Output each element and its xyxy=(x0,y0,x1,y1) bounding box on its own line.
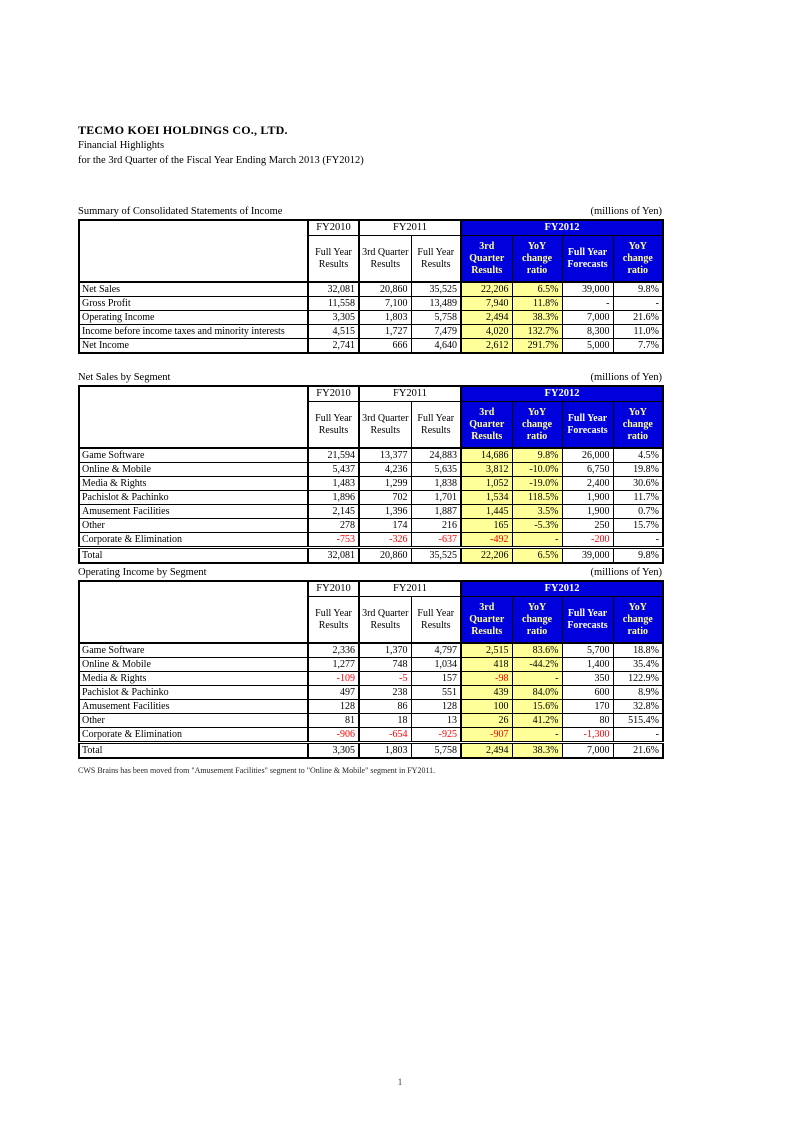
value-cell: 216 xyxy=(411,519,461,533)
row-label: Media & Rights xyxy=(79,672,308,686)
income-statement-section xyxy=(78,206,664,354)
corner-cell xyxy=(79,581,308,643)
value-cell: 35,525 xyxy=(411,282,461,297)
value-cell: 18.8% xyxy=(613,643,663,658)
column-header: Full Year Results xyxy=(411,402,461,449)
value-cell: 3,812 xyxy=(461,463,512,477)
table-row xyxy=(79,519,663,533)
table-row xyxy=(79,325,663,339)
column-header: 3rd Quarter Results xyxy=(359,597,411,644)
value-cell: 2,612 xyxy=(461,339,512,354)
value-cell: 278 xyxy=(308,519,359,533)
value-cell: 170 xyxy=(562,700,613,714)
table-row xyxy=(79,643,663,658)
value-cell: 7,479 xyxy=(411,325,461,339)
column-header: Full Year Results xyxy=(411,597,461,644)
value-cell: 1,701 xyxy=(411,491,461,505)
value-cell: 350 xyxy=(562,672,613,686)
value-cell: 1,900 xyxy=(562,505,613,519)
year-group-header: FY2010 xyxy=(308,220,359,236)
column-header: Full Year Results xyxy=(308,402,359,449)
value-cell: - xyxy=(613,297,663,311)
value-cell: 5,758 xyxy=(411,743,461,759)
value-cell: 8,300 xyxy=(562,325,613,339)
year-group-header: FY2012 xyxy=(461,581,663,597)
value-cell: - xyxy=(562,297,613,311)
column-header: Full Year Results xyxy=(308,597,359,644)
value-cell: 11,558 xyxy=(308,297,359,311)
row-label: Other xyxy=(79,714,308,728)
value-cell: 32,081 xyxy=(308,548,359,564)
page-number: 1 xyxy=(397,1078,403,1088)
value-cell: 8.9% xyxy=(613,686,663,700)
value-cell: 2,515 xyxy=(461,643,512,658)
value-cell: 38.3% xyxy=(512,311,562,325)
value-cell: 15.6% xyxy=(512,700,562,714)
value-cell: 551 xyxy=(411,686,461,700)
value-cell: 7.7% xyxy=(613,339,663,354)
value-cell: 83.6% xyxy=(512,643,562,658)
row-label: Total xyxy=(79,743,308,759)
row-label: Other xyxy=(79,519,308,533)
value-cell: -5 xyxy=(359,672,411,686)
value-cell: 22,206 xyxy=(461,282,512,297)
units-label: (millions of Yen) xyxy=(590,372,662,383)
income-statement-table xyxy=(78,219,664,354)
year-group-header: FY2011 xyxy=(359,386,461,402)
row-label: Net Sales xyxy=(79,282,308,297)
value-cell: 1,900 xyxy=(562,491,613,505)
value-cell: 9.8% xyxy=(613,548,663,564)
value-cell: 1,299 xyxy=(359,477,411,491)
value-cell: 5,635 xyxy=(411,463,461,477)
corner-cell xyxy=(79,386,308,448)
value-cell: 1,534 xyxy=(461,491,512,505)
value-cell: 291.7% xyxy=(512,339,562,354)
value-cell: 30.6% xyxy=(613,477,663,491)
value-cell: 26 xyxy=(461,714,512,728)
table-row xyxy=(79,700,663,714)
value-cell: 21,594 xyxy=(308,448,359,463)
value-cell: 3,305 xyxy=(308,311,359,325)
value-cell: 2,145 xyxy=(308,505,359,519)
value-cell: 250 xyxy=(562,519,613,533)
value-cell: 1,396 xyxy=(359,505,411,519)
column-header: 3rd Quarter Results xyxy=(461,597,512,644)
value-cell: 439 xyxy=(461,686,512,700)
table-row xyxy=(79,448,663,463)
value-cell: 41.2% xyxy=(512,714,562,728)
year-group-header: FY2011 xyxy=(359,220,461,236)
value-cell: -109 xyxy=(308,672,359,686)
value-cell: 2,494 xyxy=(461,743,512,759)
value-cell: 81 xyxy=(308,714,359,728)
value-cell: 748 xyxy=(359,658,411,672)
value-cell: 3.5% xyxy=(512,505,562,519)
row-label: Online & Mobile xyxy=(79,658,308,672)
value-cell: 7,100 xyxy=(359,297,411,311)
row-label: Media & Rights xyxy=(79,477,308,491)
value-cell: 1,277 xyxy=(308,658,359,672)
value-cell: 39,000 xyxy=(562,548,613,564)
year-group-header: FY2010 xyxy=(308,386,359,402)
value-cell: 1,803 xyxy=(359,311,411,325)
value-cell: 1,052 xyxy=(461,477,512,491)
year-group-header: FY2011 xyxy=(359,581,461,597)
column-header: Full Year Forecasts xyxy=(562,402,613,449)
value-cell: -753 xyxy=(308,533,359,548)
column-header: Full Year Forecasts xyxy=(562,597,613,644)
value-cell: 128 xyxy=(411,700,461,714)
table-title: Net Sales by Segment xyxy=(78,372,171,383)
value-cell: 26,000 xyxy=(562,448,613,463)
value-cell: 13,489 xyxy=(411,297,461,311)
value-cell: 5,437 xyxy=(308,463,359,477)
value-cell: 15.7% xyxy=(613,519,663,533)
column-header: Full Year Results xyxy=(308,236,359,283)
table-row xyxy=(79,282,663,297)
value-cell: -5.3% xyxy=(512,519,562,533)
value-cell: -1,300 xyxy=(562,728,613,743)
column-header: 3rd Quarter Results xyxy=(359,402,411,449)
value-cell: 174 xyxy=(359,519,411,533)
company-name: TECMO KOEI HOLDINGS CO., LTD. xyxy=(78,123,288,137)
table-row xyxy=(79,533,663,548)
corner-cell xyxy=(79,220,308,282)
row-label: Corporate & Elimination xyxy=(79,533,308,548)
value-cell: 35,525 xyxy=(411,548,461,564)
value-cell: 1,445 xyxy=(461,505,512,519)
value-cell: 4,020 xyxy=(461,325,512,339)
year-group-header: FY2010 xyxy=(308,581,359,597)
value-cell: -19.0% xyxy=(512,477,562,491)
table-row xyxy=(79,297,663,311)
value-cell: 21.6% xyxy=(613,311,663,325)
value-cell: 600 xyxy=(562,686,613,700)
value-cell: 666 xyxy=(359,339,411,354)
row-label: Online & Mobile xyxy=(79,463,308,477)
row-label: Game Software xyxy=(79,448,308,463)
column-header: Full Year Forecasts xyxy=(562,236,613,283)
table-row xyxy=(79,505,663,519)
column-header: Full Year Results xyxy=(411,236,461,283)
row-label: Amusement Facilities xyxy=(79,505,308,519)
value-cell: 3,305 xyxy=(308,743,359,759)
column-header: 3rd Quarter Results xyxy=(461,236,512,283)
value-cell: 9.8% xyxy=(512,448,562,463)
value-cell: 6,750 xyxy=(562,463,613,477)
value-cell: 1,370 xyxy=(359,643,411,658)
value-cell: 20,860 xyxy=(359,282,411,297)
value-cell: -654 xyxy=(359,728,411,743)
value-cell: 4,236 xyxy=(359,463,411,477)
table-row xyxy=(79,658,663,672)
table-row xyxy=(79,339,663,354)
units-label: (millions of Yen) xyxy=(590,206,662,217)
column-header: YoY change ratio xyxy=(613,597,663,644)
value-cell: 11.8% xyxy=(512,297,562,311)
value-cell: 6.5% xyxy=(512,282,562,297)
operating-income-by-segment-table xyxy=(78,580,664,759)
year-group-header: FY2012 xyxy=(461,220,663,236)
row-label: Amusement Facilities xyxy=(79,700,308,714)
value-cell: -44.2% xyxy=(512,658,562,672)
value-cell: 32.8% xyxy=(613,700,663,714)
table-title: Summary of Consolidated Statements of Income xyxy=(78,206,283,217)
value-cell: 35.4% xyxy=(613,658,663,672)
value-cell: -492 xyxy=(461,533,512,548)
value-cell: 19.8% xyxy=(613,463,663,477)
table-row xyxy=(79,463,663,477)
value-cell: 2,741 xyxy=(308,339,359,354)
value-cell: 18 xyxy=(359,714,411,728)
value-cell: 4,797 xyxy=(411,643,461,658)
table-row xyxy=(79,477,663,491)
value-cell: 497 xyxy=(308,686,359,700)
value-cell: 13 xyxy=(411,714,461,728)
value-cell: 24,883 xyxy=(411,448,461,463)
value-cell: 5,758 xyxy=(411,311,461,325)
row-label: Operating Income xyxy=(79,311,308,325)
value-cell: - xyxy=(512,533,562,548)
value-cell: 84.0% xyxy=(512,686,562,700)
row-label: Pachislot & Pachinko xyxy=(79,491,308,505)
value-cell: 1,034 xyxy=(411,658,461,672)
value-cell: 11.0% xyxy=(613,325,663,339)
value-cell: 22,206 xyxy=(461,548,512,564)
table-row xyxy=(79,672,663,686)
value-cell: 2,494 xyxy=(461,311,512,325)
value-cell: 238 xyxy=(359,686,411,700)
value-cell: 128 xyxy=(308,700,359,714)
value-cell: 5,000 xyxy=(562,339,613,354)
period-line: for the 3rd Quarter of the Fiscal Year Ending March 2013 (FY2012) xyxy=(78,155,364,166)
value-cell: -10.0% xyxy=(512,463,562,477)
document-subtitle: Financial Highlights xyxy=(78,140,165,151)
value-cell: 1,727 xyxy=(359,325,411,339)
table-row xyxy=(79,728,663,743)
value-cell: 4,640 xyxy=(411,339,461,354)
column-header: YoY change ratio xyxy=(613,236,663,283)
value-cell: - xyxy=(512,728,562,743)
value-cell: 86 xyxy=(359,700,411,714)
value-cell: 122.9% xyxy=(613,672,663,686)
value-cell: 157 xyxy=(411,672,461,686)
value-cell: 4.5% xyxy=(613,448,663,463)
year-group-header: FY2012 xyxy=(461,386,663,402)
value-cell: - xyxy=(613,533,663,548)
value-cell: -326 xyxy=(359,533,411,548)
column-header: 3rd Quarter Results xyxy=(359,236,411,283)
value-cell: 7,000 xyxy=(562,311,613,325)
row-label: Game Software xyxy=(79,643,308,658)
net-sales-by-segment-table xyxy=(78,385,664,564)
value-cell: 14,686 xyxy=(461,448,512,463)
value-cell: 2,336 xyxy=(308,643,359,658)
operating-income-by-segment-section xyxy=(78,567,664,759)
value-cell: 9.8% xyxy=(613,282,663,297)
table-row xyxy=(79,743,663,759)
value-cell: 100 xyxy=(461,700,512,714)
column-header: YoY change ratio xyxy=(512,402,562,449)
value-cell: 2,400 xyxy=(562,477,613,491)
value-cell: 1,896 xyxy=(308,491,359,505)
value-cell: -637 xyxy=(411,533,461,548)
value-cell: 1,483 xyxy=(308,477,359,491)
table-row xyxy=(79,548,663,564)
value-cell: 11.7% xyxy=(613,491,663,505)
table-row xyxy=(79,491,663,505)
row-label: Total xyxy=(79,548,308,564)
footnote: CWS Brains has been moved from "Amusement Facilities" segment to "Online & Mobile" segment in FY2011. xyxy=(78,766,436,775)
value-cell: - xyxy=(512,672,562,686)
value-cell: 21.6% xyxy=(613,743,663,759)
value-cell: 7,940 xyxy=(461,297,512,311)
value-cell: -98 xyxy=(461,672,512,686)
value-cell: -200 xyxy=(562,533,613,548)
value-cell: 515.4% xyxy=(613,714,663,728)
value-cell: 1,803 xyxy=(359,743,411,759)
value-cell: 1,838 xyxy=(411,477,461,491)
row-label: Income before income taxes and minority interests xyxy=(79,325,308,339)
value-cell: 1,887 xyxy=(411,505,461,519)
value-cell: 32,081 xyxy=(308,282,359,297)
value-cell: - xyxy=(613,728,663,743)
column-header: 3rd Quarter Results xyxy=(461,402,512,449)
value-cell: 20,860 xyxy=(359,548,411,564)
value-cell: 6.5% xyxy=(512,548,562,564)
value-cell: 1,400 xyxy=(562,658,613,672)
column-header: YoY change ratio xyxy=(512,236,562,283)
value-cell: 702 xyxy=(359,491,411,505)
document-header xyxy=(78,123,364,168)
units-label: (millions of Yen) xyxy=(590,567,662,578)
column-header: YoY change ratio xyxy=(512,597,562,644)
value-cell: 118.5% xyxy=(512,491,562,505)
value-cell: 0.7% xyxy=(613,505,663,519)
table-title: Operating Income by Segment xyxy=(78,567,207,578)
value-cell: -906 xyxy=(308,728,359,743)
value-cell: 4,515 xyxy=(308,325,359,339)
table-row xyxy=(79,311,663,325)
value-cell: 5,700 xyxy=(562,643,613,658)
value-cell: 80 xyxy=(562,714,613,728)
row-label: Corporate & Elimination xyxy=(79,728,308,743)
value-cell: -925 xyxy=(411,728,461,743)
column-header: YoY change ratio xyxy=(613,402,663,449)
row-label: Gross Profit xyxy=(79,297,308,311)
value-cell: 13,377 xyxy=(359,448,411,463)
value-cell: 7,000 xyxy=(562,743,613,759)
table-row xyxy=(79,686,663,700)
table-row xyxy=(79,714,663,728)
value-cell: 418 xyxy=(461,658,512,672)
row-label: Net Income xyxy=(79,339,308,354)
row-label: Pachislot & Pachinko xyxy=(79,686,308,700)
net-sales-by-segment-section xyxy=(78,372,664,564)
value-cell: 39,000 xyxy=(562,282,613,297)
value-cell: 38.3% xyxy=(512,743,562,759)
value-cell: 132.7% xyxy=(512,325,562,339)
value-cell: -907 xyxy=(461,728,512,743)
value-cell: 165 xyxy=(461,519,512,533)
